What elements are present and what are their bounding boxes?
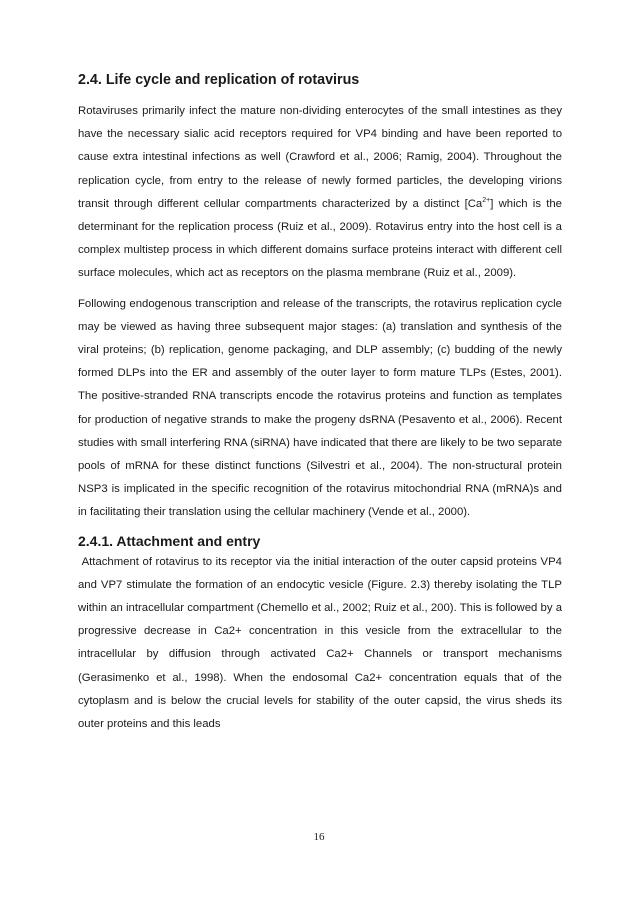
calcium-ion-charge: 2+ (482, 196, 491, 204)
paragraph-text-before-ion: Rotaviruses primarily infect the mature non-dividing enterocytes of the small intestines as they have the necessary sialic acid receptors required for VP4 binding and have been reported to cause extra intestinal infections as well (Crawford et al., 2006; Ramig, 2004). Throughout the replication cycle, from entry to the release of newly formed particles, the developing virions transit through different cellular compartments characterized by a distinct [Ca (78, 105, 562, 210)
page-number: 16 (313, 831, 325, 843)
subsection-heading: 2.4.1. Attachment and entry (78, 532, 261, 549)
document-page (78, 70, 566, 743)
paragraph-attachment-entry: Attachment of rotavirus to its receptor via the initial interaction of the outer capsid proteins VP4 and VP7 stimulate the formation of an endocytic vesicle (Figure. 2.3) thereby isolating the TLP within an intracellular compartment (Chemello et al., 2002; Ruiz et al., 200). This is followed by a progressive decrease in Ca2+ concentration in this vesicle from the extracellular to the intracellular by diffusion through activated Ca2+ Channels or transport mechanisms (Gerasimenko et al., 1998). When the endosomal Ca2+ concentration equals that of the cytoplasm and is below the crucial levels for stability of the outer capsid, the virus sheds its outer proteins and this leads (78, 555, 566, 731)
paragraph-text-after-ion: ] which is the determinant for the replication process (Ruiz et al., 2009). Rotavirus entry into the host cell is a complex multistep process in which different domains surface proteins interact with different cell surface molecules, which act as receptors on the plasma membrane (Ruiz et al., 2009). (78, 197, 562, 280)
section-heading: 2.4. Life cycle and replication of rotavirus (78, 72, 360, 88)
paragraph-life-cycle-intro (78, 100, 562, 286)
paragraph-replication-stages: Following endogenous transcription and release of the transcripts, the rotavirus replication cycle may be viewed as having three subsequent major stages: (a) translation and synthesis of the viral proteins; (b) replication, genome packaging, and DLP assembly; (c) budding of the newly formed DLPs into the ER and assembly of the outer layer to form mature TLPs (Estes, 2001). The positive-stranded RNA transcripts encode the rotavirus proteins and function as templates for production of negative strands to make the progeny dsRNA (Pesavento et al., 2006). Recent studies with small interfering RNA (siRNA) have indicated that there are likely to be two separate pools of mRNA for these distinct functions (Silvestri et al., 2004). The non-structural protein NSP3 is implicated in the specific recognition of the rotavirus mitochondrial RNA (mRNA)s and in facilitating their translation using the cellular machinery (Vende et al., 2000). (78, 297, 562, 519)
